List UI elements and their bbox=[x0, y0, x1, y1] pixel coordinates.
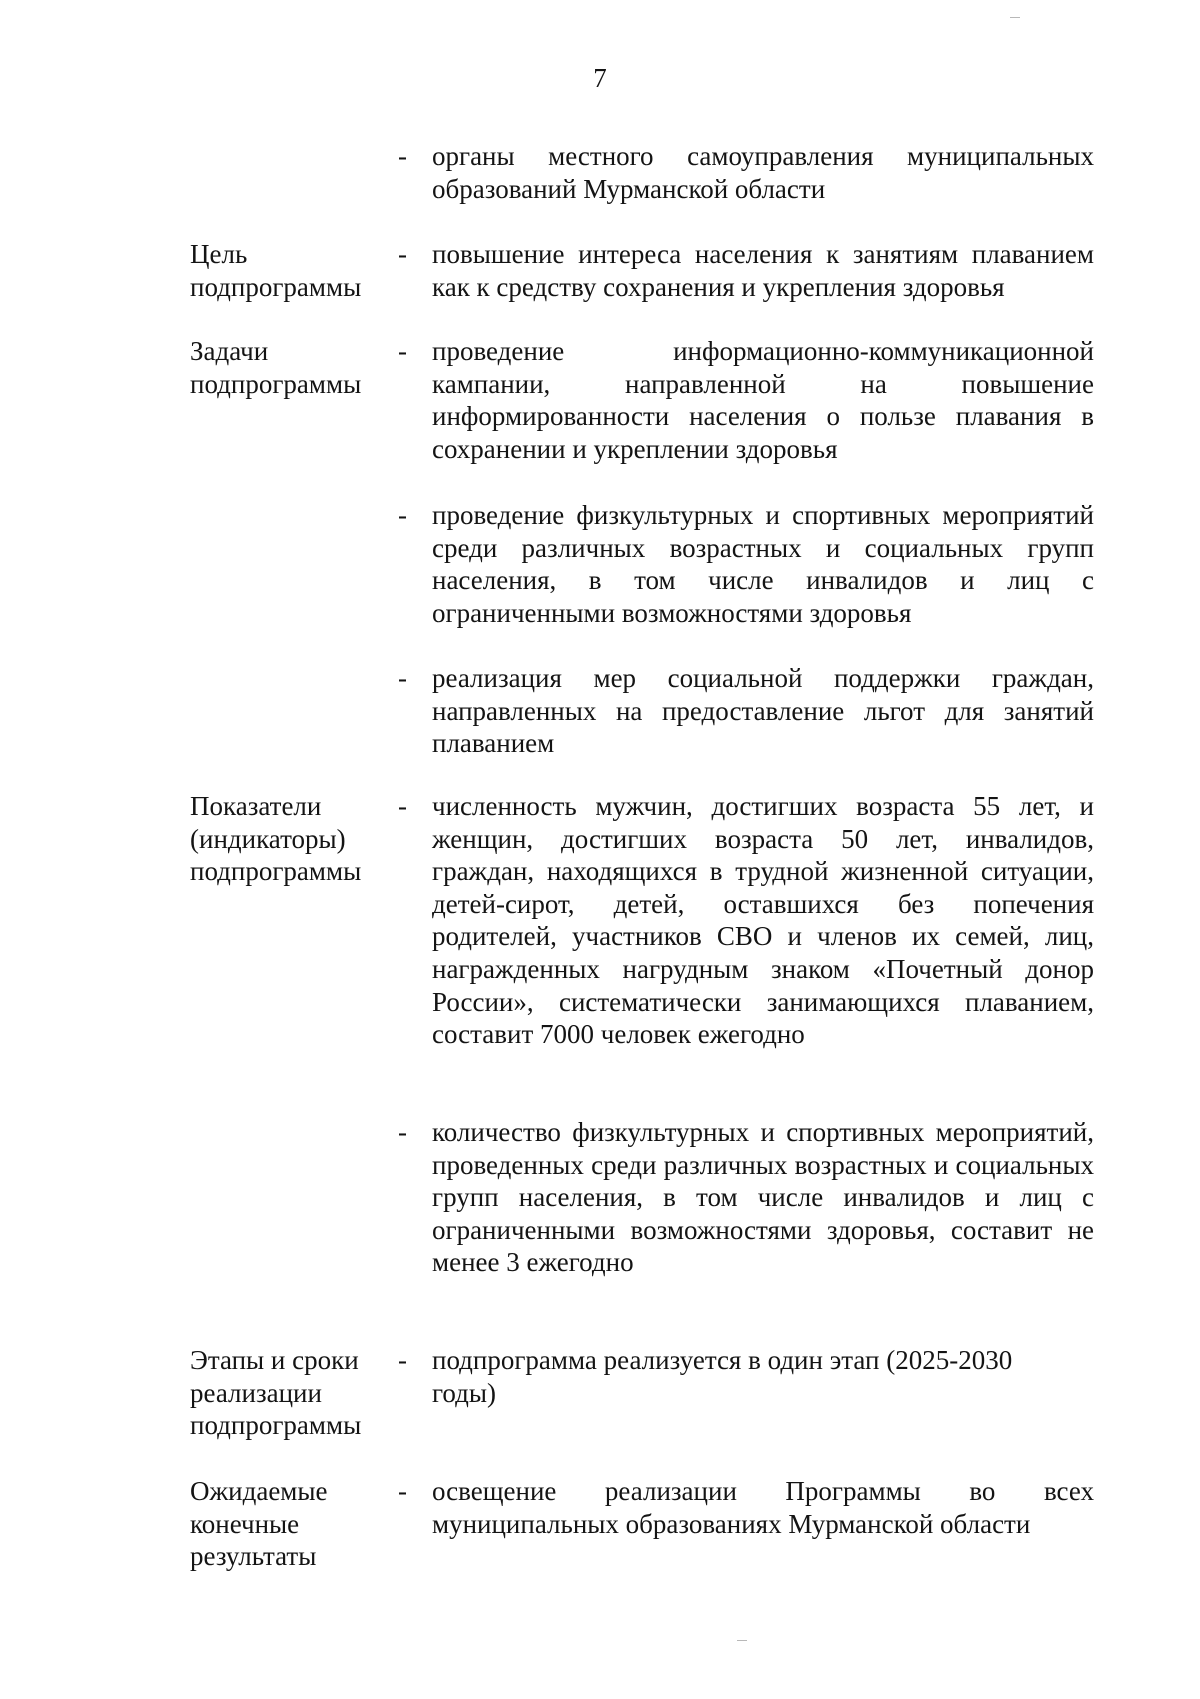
dash-marker: - bbox=[398, 1345, 407, 1375]
dash-marker: - bbox=[398, 239, 407, 269]
page-number: 7 bbox=[593, 63, 607, 93]
section-label bbox=[190, 238, 380, 303]
dash-marker: - bbox=[398, 1476, 407, 1506]
dash-marker: - bbox=[398, 1117, 407, 1147]
item-text: численность мужчин, достигших возраста 55 лет, и женщин, достигших возраста 50 лет, инвалидов, граждан, находящихся в трудной жизненной ситуации, детей-сирот, детей, оставшихся без попечения родителей, участников СВО и членов их семей, лиц, награжденных нагрудным знаком «Почетный донор России», систематически занимающихся плаванием, составит 7000 человек ежегодно bbox=[432, 791, 1094, 1050]
item-text: органы местного самоуправления муниципальных образований Мурманской области bbox=[432, 141, 1094, 204]
item-text: подпрограмма реализуется в один этап (2025-2030 годы) bbox=[432, 1345, 1013, 1408]
label-line: подпрограммы bbox=[190, 368, 362, 399]
dash-marker: - bbox=[398, 663, 407, 693]
item-text: повышение интереса населения к занятиям плаванием как к средству сохранения и укрепления здоровья bbox=[432, 239, 1094, 302]
item-text: освещение реализации Программы во всех муниципальных образованиях Мурманской области bbox=[432, 1476, 1094, 1539]
item-text: количество физкультурных и спортивных мероприятий, проведенных среди различных возрастных и социальных групп населения, в том числе инвалидов и лиц с ограниченными возможностями здоровья, составит не менее 3 ежегодно bbox=[432, 1117, 1094, 1278]
dash-marker: - bbox=[398, 791, 407, 821]
label-line: реализации bbox=[190, 1377, 322, 1408]
section-label bbox=[190, 335, 380, 400]
label-line: подпрограммы bbox=[190, 271, 362, 302]
scan-artifact bbox=[737, 1640, 747, 1641]
label-line: (индикаторы) bbox=[190, 823, 346, 854]
label-line: Ожидаемые bbox=[190, 1476, 328, 1506]
label-line: подпрограммы bbox=[190, 856, 362, 887]
label-line: Цель bbox=[190, 239, 248, 269]
section-label bbox=[190, 1475, 380, 1573]
section-label bbox=[190, 1344, 380, 1442]
label-line: Показатели bbox=[190, 791, 322, 821]
scan-artifact bbox=[1010, 17, 1020, 18]
label-line: подпрограммы bbox=[190, 1410, 362, 1441]
dash-marker: - bbox=[398, 141, 407, 171]
label-line: Задачи bbox=[190, 336, 269, 366]
section-label bbox=[190, 790, 380, 888]
dash-marker: - bbox=[398, 500, 407, 530]
dash-marker: - bbox=[398, 336, 407, 366]
item-text: проведение физкультурных и спортивных мероприятий среди различных возрастных и социальных групп населения, в том числе инвалидов и лиц с ограниченными возможностями здоровья bbox=[432, 500, 1094, 628]
label-line: Этапы и сроки bbox=[190, 1345, 359, 1375]
item-text: проведение информационно-коммуникационной кампании, направленной на повышение информированности населения о пользе плавания в сохранении и укреплении здоровья bbox=[432, 336, 1094, 464]
item-text: реализация мер социальной поддержки граждан, направленных на предоставление льгот для занятий плаванием bbox=[432, 663, 1094, 759]
label-line: конечные bbox=[190, 1508, 300, 1539]
label-line: результаты bbox=[190, 1541, 317, 1572]
